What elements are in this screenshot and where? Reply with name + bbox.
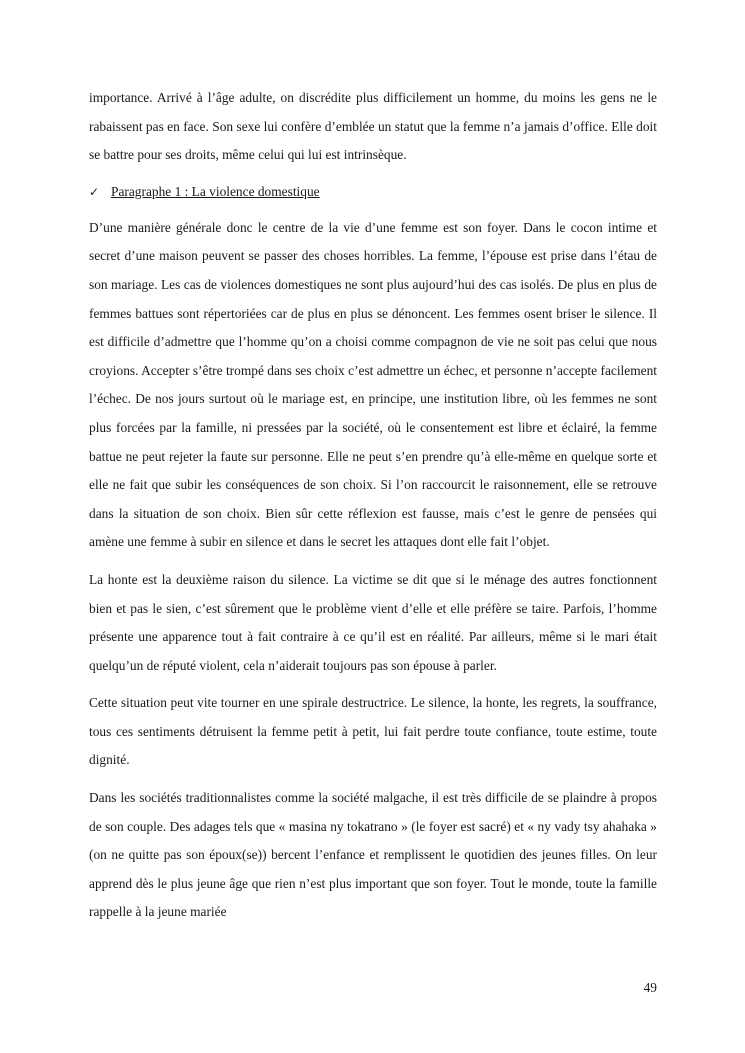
paragraph-intro: importance. Arrivé à l’âge adulte, on discrédite plus difficilement un homme, du moins les gens ne le rabaissent pas en face. Son sexe lui confère d’emblée un statut que la femme n’a jamais d’office. Elle doit se battre pour ses droits, même celui qui lui est intrinsèque.	[89, 90, 657, 163]
checkmark-icon: ✓	[89, 184, 100, 199]
page-number: 49	[643, 980, 657, 995]
section-heading	[89, 178, 657, 206]
paragraph-1: D’une manière générale donc le centre de la vie d’une femme est son foyer. Dans le cocon intime et secret d’une maison peuvent se passer des choses horribles. La femme, l’épouse est prise dans l’étau de son mariage. Les cas de violences domestiques ne sont plus aujourd’hui des cas isolés. De plus en plus de femmes battues sont répertoriées car de plus en plus se dénoncent. Les femmes osent briser le silence. Il est difficile d’admettre que l’homme qu’on a choisi comme compagnon de vie ne soit pas celui que nous croyions. Accepter s’être trompé dans ses choix c’est admettre un échec, et personne n’accepte facilement l’échec. De nos jours surtout où le mariage est, en principe, une institution libre, où les femmes ne sont plus forcées par la famille, ni pressées par la société, où le consentement est libre et éclairé, la femme battue ne peut rejeter la faute sur personne. Elle ne peut s’en prendre qu’à elle-même en quelque sorte et elle ne fait que subir les conséquences de son choix. Si l’on raccourcit le raisonnement, elle se retrouve dans la situation de son choix. Bien sûr cette réflexion est fausse, mais c’est le genre de pensées qui amène une femme à subir en silence et dans le secret les attaques dont elle fait l’objet.	[89, 219, 657, 550]
paragraph-2: La honte est la deuxième raison du silence. La victime se dit que si le ménage des autres fonctionnent bien et pas le sien, c’est sûrement que le problème vient d’elle et elle préfère se taire. Parfois, l’homme présente une apparence tout à fait contraire à ce qu’il est en réalité. Par ailleurs, même si le mari était quelqu’un de réputé violent, cela n’aiderait toujours pas son épouse à parler.	[89, 571, 657, 673]
paragraph-4: Dans les sociétés traditionnalistes comme la société malgache, il est très difficile de se plaindre à propos de son couple. Des adages tels que « masina ny tokatrano » (le foyer est sacré) et « ny vady tsy ahahaka » (on ne quitte pas son époux(se)) bercent l’enfance et remplissent le quotidien des jeunes filles. On leur apprend dès le plus jeune âge que rien n’est plus important que son foyer. Tout le monde, toute la famille rappelle à la jeune mariée	[89, 790, 657, 920]
page-body	[89, 84, 657, 927]
paragraph-3: Cette situation peut vite tourner en une spirale destructrice. Le silence, la honte, les regrets, la souffrance, tous ces sentiments détruisent la femme petit à petit, lui fait perdre toute confiance, toute estime, toute dignité.	[89, 695, 657, 768]
section-heading-text: Paragraphe 1 : La violence domestique	[111, 183, 320, 199]
